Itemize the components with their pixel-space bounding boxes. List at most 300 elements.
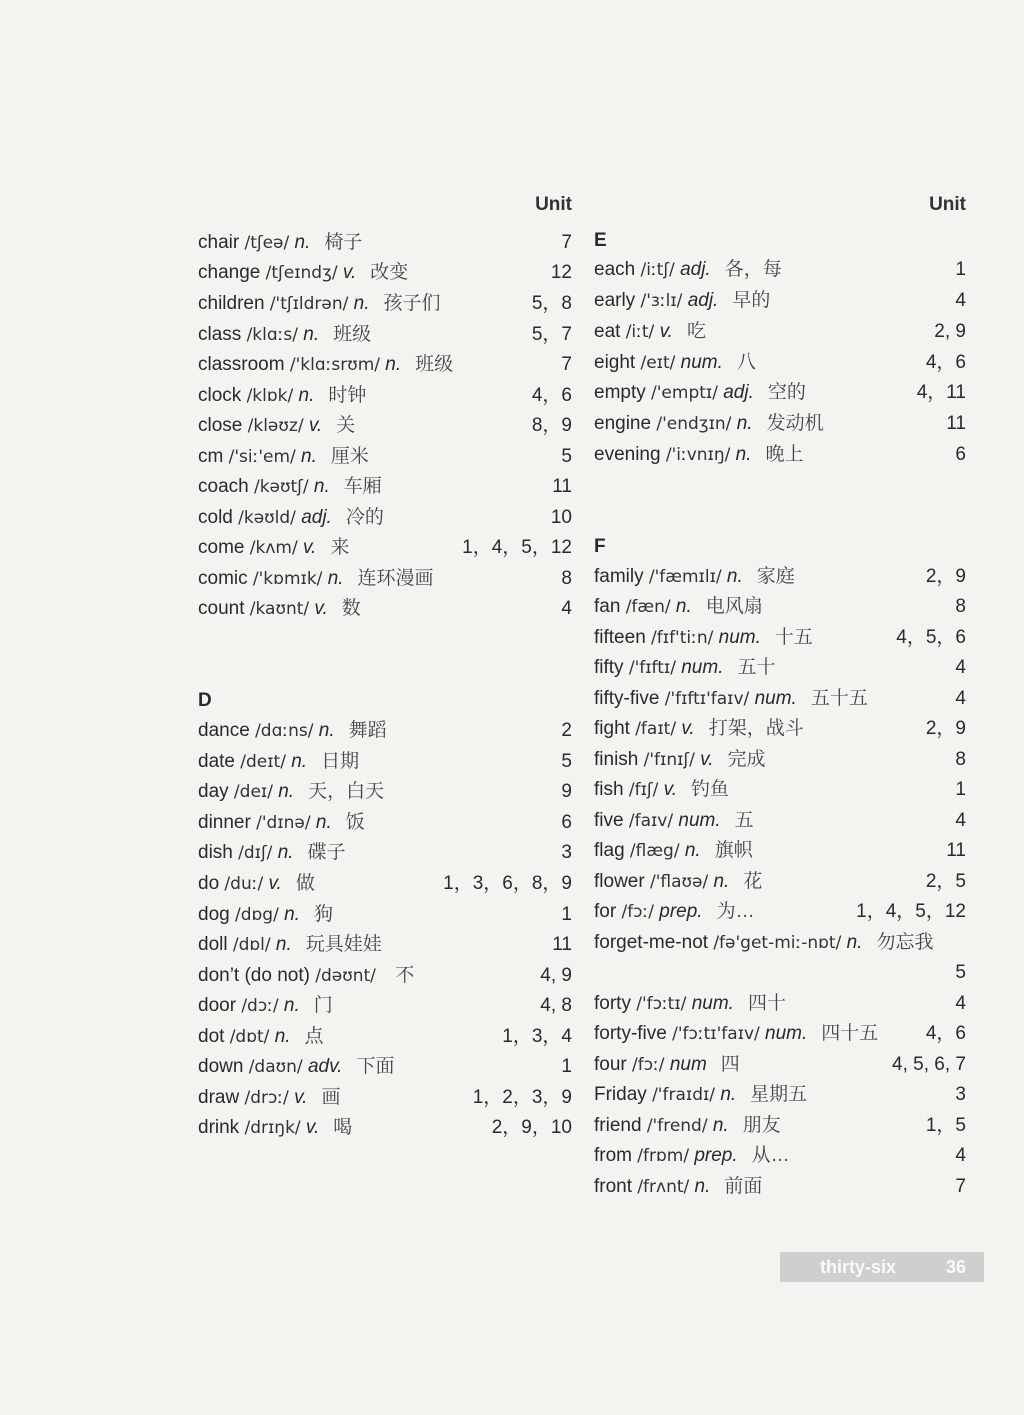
entry-phonetic: /klɑːs/	[246, 325, 298, 345]
entry-pos: n.	[283, 995, 300, 1016]
entry-pos: n.	[318, 720, 335, 741]
entry-phonetic: /kʌm/	[249, 538, 298, 558]
entry-pos: num.	[680, 352, 723, 373]
unit-header: Unit	[535, 194, 572, 215]
entry-meaning: 点	[304, 1026, 324, 1047]
entry-pos: n.	[385, 354, 402, 375]
entry-phonetic: /daʊn/	[248, 1057, 303, 1077]
entry-word: finish	[594, 749, 639, 770]
entry-phonetic: /'fɪftɪ/	[628, 658, 676, 678]
entry-pos: n.	[736, 413, 753, 434]
entry-phonetic: /drɪŋk/	[244, 1118, 301, 1138]
entry-word: eight	[594, 352, 636, 373]
entry-meaning: 发动机	[766, 413, 824, 434]
entry-word: date	[198, 751, 235, 772]
entry-units: 5，8	[531, 293, 572, 314]
section-letter-text: D	[198, 690, 212, 711]
entry-word: drink	[198, 1117, 240, 1138]
entry-meaning: 五十	[737, 657, 776, 678]
entry-units: 1，2，3，9	[472, 1087, 572, 1108]
entry-pos: n.	[675, 596, 692, 617]
entry-word: cold	[198, 507, 233, 528]
vocab-entry	[594, 286, 966, 316]
entry-phonetic: /iːt/	[625, 322, 655, 342]
vocab-entry	[594, 1141, 966, 1171]
entry-phonetic: /'siː'em/	[228, 447, 296, 467]
entry-phonetic: /dɒt/	[229, 1027, 270, 1047]
entry-phonetic: /'endʒɪn/	[656, 414, 732, 434]
entry-word: dish	[198, 842, 233, 863]
entry-phonetic: /'ɜːlɪ/	[640, 291, 683, 311]
entry-units: 5，7	[531, 324, 572, 345]
entry-units: 5	[561, 751, 572, 772]
entry-phonetic: /fɪf'tiːn/	[651, 628, 714, 648]
entry-word: down	[198, 1056, 244, 1077]
entry-units: 1，4，5，12	[856, 901, 966, 922]
entry-units: 8	[955, 749, 966, 770]
entry-word: fifteen	[594, 627, 646, 648]
section-letter-text: F	[594, 536, 606, 557]
entry-units: 4	[955, 1145, 966, 1166]
entry-pos: n.	[294, 232, 311, 253]
entry-pos: n.	[726, 566, 743, 587]
entry-word: door	[198, 995, 237, 1016]
vocab-entry	[198, 991, 572, 1021]
vocab-entry	[198, 716, 572, 746]
entry-pos: n.	[303, 324, 320, 345]
entry-units: 7	[561, 354, 572, 375]
entry-pos: prep.	[694, 1145, 738, 1166]
entry-word: don’t (do not)	[198, 965, 310, 986]
entry-units: 5	[561, 446, 572, 467]
entry-units: 4，6	[925, 1023, 966, 1044]
entry-units: 4，6	[925, 352, 966, 373]
entry-phonetic: /'dɪnə/	[256, 813, 311, 833]
entry-meaning: 狗	[313, 904, 333, 925]
entry-units: 4, 5, 6, 7	[892, 1054, 966, 1075]
vocab-entry	[594, 562, 966, 592]
vocab-entry	[198, 1052, 572, 1082]
entry-pos: n.	[846, 932, 863, 953]
vocab-entry	[198, 808, 572, 838]
entry-word: engine	[594, 413, 652, 434]
vocab-entry	[198, 533, 572, 563]
entry-word: dot	[198, 1026, 225, 1047]
entry-word: eat	[594, 321, 621, 342]
vocab-entry	[198, 1022, 572, 1052]
entry-word: early	[594, 290, 636, 311]
entry-units: 2, 9	[934, 321, 966, 342]
entry-meaning: 天，白天	[308, 781, 385, 802]
entry-meaning: 厘米	[330, 446, 369, 467]
entry-word: close	[198, 415, 243, 436]
entry-phonetic: /faɪt/	[635, 719, 677, 739]
entry-meaning: 四十五	[821, 1023, 879, 1044]
vocab-entry	[198, 838, 572, 868]
entry-pos: n.	[301, 446, 317, 467]
vocab-entry	[594, 378, 966, 408]
entry-word: forget-me-not	[594, 932, 709, 953]
entry-phonetic: /eɪt/	[640, 353, 676, 373]
entry-phonetic: /dɪʃ/	[238, 843, 273, 863]
entry-pos: num.	[691, 993, 734, 1014]
entry-pos: v.	[308, 415, 323, 436]
entry-word: coach	[198, 476, 249, 497]
page-footer	[780, 1252, 984, 1282]
entry-word: fifty-five	[594, 688, 660, 709]
entry-units: 4	[955, 290, 966, 311]
entry-units: 4	[955, 810, 966, 831]
entry-phonetic: /'fɪftɪ'faɪv/	[664, 689, 750, 709]
entry-units: 1，3，6，8，9	[443, 873, 572, 894]
vocab-entry	[594, 1111, 966, 1141]
vocab-entry	[594, 989, 966, 1019]
entry-pos: n.	[291, 751, 308, 772]
entry-pos: v.	[268, 873, 282, 894]
vocab-entry	[198, 228, 572, 258]
entry-phonetic: /fɔː/	[632, 1055, 665, 1075]
vocab-entry	[198, 961, 572, 991]
entry-phonetic: /tʃeə/	[244, 233, 290, 253]
entry-word: do	[198, 873, 220, 894]
entry-phonetic: /'tʃɪldrən/	[269, 294, 349, 314]
entry-meaning: 车厢	[343, 476, 382, 497]
entry-meaning: 星期五	[750, 1084, 808, 1105]
entry-word: friend	[594, 1115, 642, 1136]
entry-pos: n.	[313, 476, 330, 497]
entry-meaning: 钓鱼	[690, 779, 729, 800]
entry-phonetic: /faɪv/	[628, 811, 674, 831]
entry-pos: v.	[302, 537, 317, 558]
entry-pos: n.	[694, 1176, 711, 1197]
entry-units: 11	[946, 840, 966, 861]
entry-pos: adj.	[680, 259, 711, 280]
entry-phonetic: /'fɔːtɪ/	[636, 994, 687, 1014]
entry-meaning: 不	[395, 965, 415, 986]
entry-pos: n.	[735, 444, 752, 465]
entry-units: 4, 9	[540, 965, 572, 986]
entry-units: 8	[561, 568, 572, 589]
vocab-entry	[594, 1080, 966, 1110]
vocab-entry	[594, 836, 966, 866]
entry-word: from	[594, 1145, 632, 1166]
entry-units: 1	[561, 904, 572, 925]
entry-pos: v.	[305, 1117, 320, 1138]
entry-units: 5	[955, 962, 966, 983]
entry-word: dance	[198, 720, 250, 741]
entry-meaning: 改变	[370, 262, 409, 283]
entry-units: 4	[955, 657, 966, 678]
vocab-entry	[594, 928, 966, 958]
entry-phonetic: /kləʊz/	[247, 416, 304, 436]
entry-pos: v.	[342, 262, 357, 283]
entry-phonetic: /'fraɪdɪ/	[652, 1085, 716, 1105]
entry-meaning: 四十	[747, 993, 786, 1014]
entry-meaning: 画	[321, 1087, 341, 1108]
entry-units: 6	[955, 444, 966, 465]
entry-word: classroom	[198, 354, 285, 375]
vocab-entry	[198, 869, 572, 899]
entry-meaning: 花	[743, 871, 763, 892]
entry-pos: num.	[718, 627, 761, 648]
entry-phonetic: /'emptɪ/	[651, 383, 718, 403]
entry-pos: num.	[678, 810, 721, 831]
entry-units: 4	[955, 993, 966, 1014]
entry-meaning: 打架，战斗	[708, 718, 804, 739]
section-letter	[594, 532, 966, 562]
entry-meaning: 前面	[724, 1176, 763, 1197]
entry-meaning: 椅子	[324, 232, 363, 253]
entry-units: 4, 8	[540, 995, 572, 1016]
entry-word: count	[198, 598, 245, 619]
entry-phonetic: /klɒk/	[246, 386, 294, 406]
entry-pos: adj.	[723, 382, 754, 403]
entry-meaning: 八	[736, 352, 756, 373]
entry-word: comic	[198, 568, 248, 589]
entry-word: day	[198, 781, 229, 802]
entry-phonetic: /kaʊnt/	[249, 599, 310, 619]
entry-meaning: 时钟	[328, 385, 367, 406]
vocab-entry	[198, 900, 572, 930]
entry-meaning: 吃	[686, 321, 706, 342]
vocab-entry	[198, 747, 572, 777]
entry-meaning: 来	[330, 537, 350, 558]
entry-pos: n.	[315, 812, 332, 833]
entry-pos: num.	[681, 657, 724, 678]
entry-units: 6	[561, 812, 572, 833]
entry-units: 3	[561, 842, 572, 863]
entry-meaning: 连环漫画	[357, 568, 434, 589]
entry-phonetic: /iːtʃ/	[640, 260, 675, 280]
entry-pos: v.	[700, 749, 714, 770]
vocab-entry	[198, 381, 572, 411]
entry-phonetic: /'fɔːtɪ'faɪv/	[672, 1024, 760, 1044]
entry-units: 4	[955, 688, 966, 709]
entry-word: dinner	[198, 812, 251, 833]
vocab-entry	[594, 897, 966, 927]
entry-phonetic: /'klɑːsrʊm/	[289, 355, 380, 375]
entry-meaning: 电风扇	[705, 596, 763, 617]
vocab-entry	[594, 623, 966, 653]
entry-word: evening	[594, 444, 661, 465]
page-word: thirty-six	[820, 1257, 897, 1277]
vocab-entry	[594, 775, 966, 805]
entry-meaning: 早的	[732, 290, 771, 311]
vocab-entry	[594, 958, 966, 988]
entry-units: 1，3，4	[502, 1026, 572, 1047]
entry-pos: num.	[754, 688, 797, 709]
entry-word: chair	[198, 232, 240, 253]
entry-units: 1	[955, 779, 966, 800]
vocab-entry	[198, 777, 572, 807]
vocab-entry	[594, 867, 966, 897]
entry-units: 1，4，5，12	[462, 537, 572, 558]
entry-phonetic: /dɑːns/	[255, 721, 314, 741]
entry-phonetic: /'kɒmɪk/	[252, 569, 323, 589]
entry-word: family	[594, 566, 644, 587]
entry-meaning: 碟子	[307, 842, 346, 863]
entry-word: fight	[594, 718, 630, 739]
entry-pos: adj.	[301, 507, 332, 528]
section-letter-text: E	[594, 230, 607, 251]
entry-pos: v.	[663, 779, 677, 800]
entry-meaning: 四	[720, 1054, 740, 1075]
entry-meaning: 朋友	[742, 1115, 781, 1136]
entry-meaning: 班级	[333, 324, 372, 345]
section-letter	[594, 226, 966, 256]
entry-word: fan	[594, 596, 621, 617]
entry-word: four	[594, 1054, 627, 1075]
vocab-entry	[594, 317, 966, 347]
entry-meaning: 勿忘我	[876, 932, 934, 953]
entry-pos: n.	[284, 904, 300, 925]
vocab-entry	[198, 594, 572, 624]
entry-meaning: 十五	[774, 627, 813, 648]
vocab-entry	[198, 411, 572, 441]
entry-phonetic: /duː/	[224, 874, 264, 894]
entry-word: flower	[594, 871, 645, 892]
entry-word: class	[198, 324, 242, 345]
entry-units: 1	[955, 259, 966, 280]
entry-meaning: 下面	[356, 1056, 395, 1077]
entry-units: 3	[955, 1084, 966, 1105]
entry-word: fifty	[594, 657, 624, 678]
vocab-entry	[198, 289, 572, 319]
entry-pos: adj.	[687, 290, 719, 311]
entry-pos: v.	[659, 321, 673, 342]
entry-word: for	[594, 901, 617, 922]
entry-meaning: 日期	[321, 751, 360, 772]
entry-phonetic: /drɔː/	[244, 1088, 289, 1108]
entry-word: each	[594, 259, 636, 280]
entry-pos: n.	[684, 840, 701, 861]
entry-meaning: 班级	[415, 354, 454, 375]
entry-phonetic: /fə'get-miː-nɒt/	[713, 933, 842, 953]
entry-word: front	[594, 1176, 633, 1197]
entry-pos: n.	[278, 781, 295, 802]
vocab-entry	[198, 1083, 572, 1113]
entry-phonetic: /deɪ/	[233, 782, 273, 802]
entry-meaning: 数	[341, 598, 361, 619]
entry-units: 11	[552, 934, 572, 955]
entry-meaning: 冷的	[345, 507, 384, 528]
entry-phonetic: /'flaʊə/	[649, 872, 709, 892]
entry-meaning: 孩子们	[383, 293, 441, 314]
vocab-entry	[594, 1019, 966, 1049]
entry-phonetic: /dɔː/	[241, 996, 279, 1016]
vocab-entry	[594, 653, 966, 683]
vocab-entry	[594, 745, 966, 775]
entry-phonetic: /fæn/	[625, 597, 671, 617]
entry-pos: n.	[353, 293, 370, 314]
entry-meaning: 空的	[767, 382, 806, 403]
entry-word: clock	[198, 385, 242, 406]
entry-phonetic: /deɪt/	[240, 752, 286, 772]
entry-phonetic: /fɔː/	[621, 902, 654, 922]
vocab-entry	[198, 503, 572, 533]
entry-meaning: 为…	[716, 901, 755, 922]
page-number: 36	[945, 1257, 966, 1277]
vocab-entry	[594, 348, 966, 378]
entry-units: 8，9	[531, 415, 572, 436]
vocab-entry	[594, 440, 966, 470]
entry-meaning: 喝	[333, 1117, 353, 1138]
entry-phonetic: /dɒl/	[232, 935, 271, 955]
entry-phonetic: /fɪʃ/	[628, 780, 659, 800]
vocab-entry	[198, 258, 572, 288]
entry-phonetic: /kəʊtʃ/	[253, 477, 309, 497]
entry-phonetic: /'frend/	[646, 1116, 708, 1136]
vocab-entry	[198, 930, 572, 960]
entry-units: 12	[550, 262, 572, 283]
vocab-entry	[594, 409, 966, 439]
entry-units: 1	[561, 1056, 572, 1077]
entry-phonetic: /dəʊnt/	[315, 966, 376, 986]
vocab-entry	[594, 592, 966, 622]
entry-meaning: 从…	[751, 1145, 790, 1166]
entry-phonetic: /frʌnt/	[637, 1177, 690, 1197]
entry-pos: n.	[274, 1026, 291, 1047]
entry-phonetic: /'fɪnɪʃ/	[643, 750, 695, 770]
entry-meaning: 舞蹈	[348, 720, 387, 741]
vocab-entry	[594, 684, 966, 714]
entry-units: 11	[552, 476, 572, 497]
entry-units: 4，6	[531, 385, 572, 406]
entry-units: 1，5	[925, 1115, 966, 1136]
entry-meaning: 玩具娃娃	[305, 934, 382, 955]
unit-header: Unit	[929, 194, 966, 215]
entry-pos: n.	[712, 1115, 729, 1136]
vocab-entry	[594, 1050, 966, 1080]
entry-pos: adv.	[307, 1056, 343, 1077]
entry-word: doll	[198, 934, 228, 955]
entry-pos: n.	[720, 1084, 737, 1105]
entry-units: 7	[561, 232, 572, 253]
entry-meaning: 旗帜	[714, 840, 753, 861]
entry-meaning: 家庭	[756, 566, 795, 587]
entry-units: 2，5	[925, 871, 966, 892]
entry-units: 4	[561, 598, 572, 619]
entry-word: fish	[594, 779, 624, 800]
entry-units: 2，9	[925, 566, 966, 587]
entry-word: flag	[594, 840, 625, 861]
entry-units: 7	[955, 1176, 966, 1197]
vocab-entry	[594, 806, 966, 836]
entry-units: 11	[946, 413, 966, 434]
entry-pos: n.	[327, 568, 344, 589]
entry-pos: num.	[765, 1023, 808, 1044]
vocab-entry	[594, 255, 966, 285]
vocab-entry	[198, 442, 572, 472]
entry-pos: n.	[298, 385, 315, 406]
entry-word: Friday	[594, 1084, 647, 1105]
vocab-entry	[198, 1113, 572, 1143]
entry-units: 2	[561, 720, 572, 741]
entry-word: come	[198, 537, 245, 558]
entry-phonetic: /'iːvnɪŋ/	[665, 445, 731, 465]
section-letter	[198, 686, 572, 716]
entry-units: 2，9，10	[491, 1117, 572, 1138]
entry-phonetic: /'fæmɪlɪ/	[648, 567, 722, 587]
entry-pos: v.	[681, 718, 695, 739]
entry-word: empty	[594, 382, 646, 403]
entry-word: change	[198, 262, 261, 283]
entry-meaning: 饭	[345, 812, 365, 833]
entry-units: 9	[561, 781, 572, 802]
entry-units: 2，9	[925, 718, 966, 739]
vocab-entry	[198, 350, 572, 380]
entry-word: forty	[594, 993, 631, 1014]
